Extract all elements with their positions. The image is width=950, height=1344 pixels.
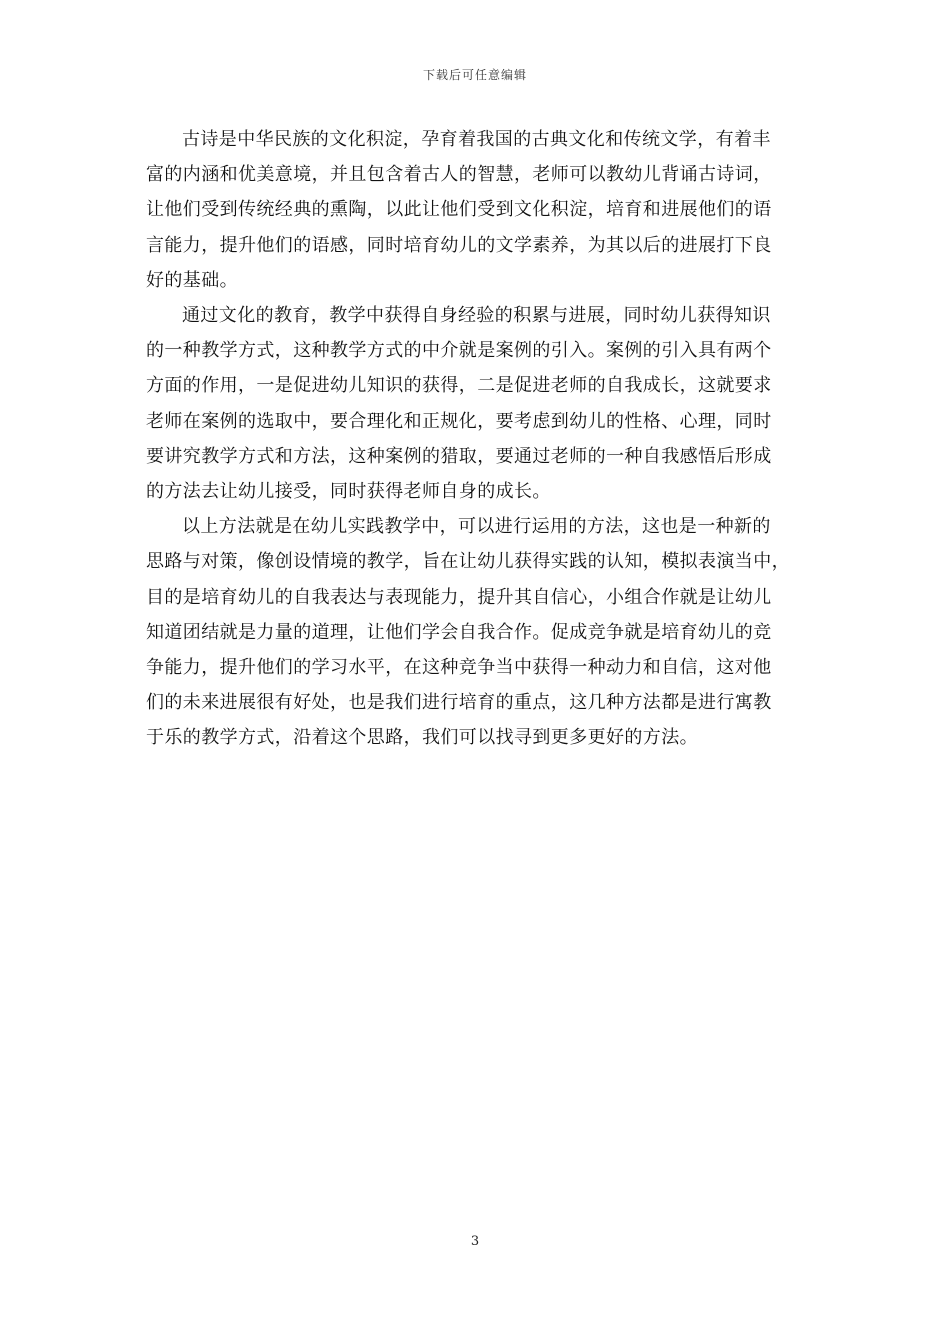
text-line: 好的基础。 [146, 269, 238, 291]
paragraph-1 [146, 122, 814, 298]
text-line: 的方法去让幼儿接受，同时获得老师自身的成长。 [146, 481, 551, 503]
text-line: 以上方法就是在幼儿实践教学中，可以进行运用的方法，这也是一种新的 [182, 516, 771, 538]
text-line: 的一种教学方式，这种教学方式的中介就是案例的引入。案例的引入具有两个 [146, 340, 772, 362]
text-line: 言能力，提升他们的语感，同时培育幼儿的文学素养，为其以后的进展打下良 [146, 234, 772, 256]
text-line: 们的未来进展很有好处，也是我们进行培育的重点，这几种方法都是进行寓教 [146, 692, 772, 714]
text-line: 争能力，提升他们的学习水平，在这种竞争当中获得一种动力和自信，这对他 [146, 657, 772, 679]
text-line: 富的内涵和优美意境，并且包含着古人的智慧，老师可以教幼儿背诵古诗词， [146, 164, 772, 186]
paragraph-3 [146, 509, 814, 755]
page-header: 下载后可任意编辑 [422, 68, 527, 82]
text-line: 通过文化的教育，教学中获得自身经验的积累与进展，同时幼儿获得知识 [182, 305, 771, 327]
paragraph-2 [146, 298, 814, 509]
text-line: 要讲究教学方式和方法，这种案例的猎取，要通过老师的一种自我感悟后形成 [146, 445, 772, 467]
text-line: 方面的作用，一是促进幼儿知识的获得，二是促进老师的自我成长，这就要求 [146, 375, 772, 397]
text-line: 于乐的教学方式，沿着这个思路，我们可以找寻到更多更好的方法。 [146, 727, 698, 749]
body-text [146, 122, 814, 756]
text-line: 思路与对策，像创设情境的教学，旨在让幼儿获得实践的认知，模拟表演当中， [146, 551, 790, 573]
text-line: 老师在案例的选取中，要合理化和正规化，要考虑到幼儿的性格、心理，同时 [146, 410, 772, 432]
page-number: 3 [470, 1234, 480, 1249]
text-line: 古诗是中华民族的文化积淀，孕育着我国的古典文化和传统文学，有着丰 [182, 129, 771, 150]
text-line: 让他们受到传统经典的熏陶，以此让他们受到文化积淀，培育和进展他们的语 [146, 199, 772, 221]
text-line: 目的是培育幼儿的自我表达与表现能力，提升其自信心，小组合作就是让幼儿 [146, 586, 772, 608]
text-line: 知道团结就是力量的道理，让他们学会自我合作。促成竞争就是培育幼儿的竞 [146, 621, 772, 643]
